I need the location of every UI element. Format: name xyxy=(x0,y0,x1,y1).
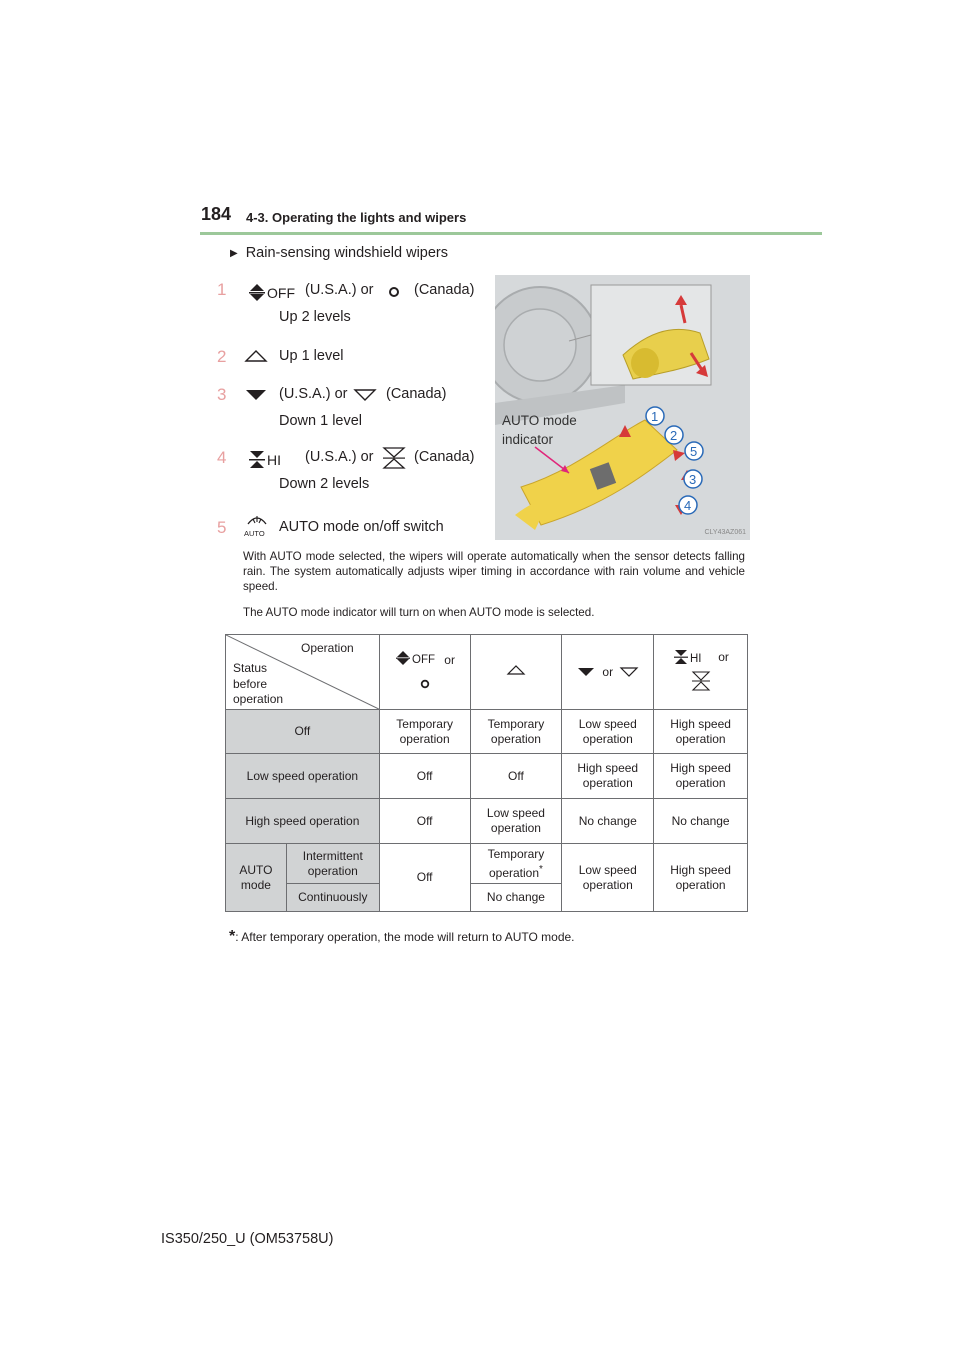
item-1-text: (U.S.A.) or xyxy=(305,282,374,298)
item-3-text: (U.S.A.) or xyxy=(279,386,348,402)
item-4-sub: Down 2 levels xyxy=(279,476,370,492)
row-label-off: Off xyxy=(226,710,380,754)
or-text: or xyxy=(602,664,614,679)
table-cell: No change xyxy=(654,799,748,844)
auto-mode-description: With AUTO mode selected, the wipers will operate automatically when the sensor detects falling rain. The system automatically adjusts wiper timing in accordance with rain volume and vehicle speed. xyxy=(243,550,745,593)
callout-2: 2 xyxy=(670,428,678,443)
table-cell: High speed operation xyxy=(654,844,748,912)
down-filled-icon xyxy=(244,388,268,402)
down-outline-icon xyxy=(353,388,377,402)
row-sublabel-continuously: Continuously xyxy=(286,884,379,912)
auto-wiper-icon xyxy=(242,510,272,538)
footer-model: IS350/250_U (OM53758U) xyxy=(161,1231,334,1247)
hi-icon-label: HI xyxy=(267,452,281,468)
callout-3: 3 xyxy=(689,472,697,487)
table-cell: Temporary operation xyxy=(379,710,470,754)
off-icon-label: OFF xyxy=(267,285,295,301)
callout-4: 4 xyxy=(684,498,692,513)
table-header-row xyxy=(226,635,748,710)
header-rule xyxy=(200,232,822,235)
up-chevron-icon xyxy=(244,348,268,364)
auto-icon-label: AUTO xyxy=(244,529,265,538)
item-1-text2: (Canada) xyxy=(414,282,475,298)
auto-indicator-note: The AUTO mode indicator will turn on when AUTO mode is selected. xyxy=(243,606,595,619)
table-cell: Off xyxy=(470,754,562,799)
item-4-text: (U.S.A.) or xyxy=(305,449,374,465)
item-number-3: 3 xyxy=(217,385,227,404)
callout-5: 5 xyxy=(690,444,698,459)
row-label-auto: AUTO mode xyxy=(226,844,287,912)
or-text: or xyxy=(444,652,455,667)
table-cell: Off xyxy=(379,799,470,844)
hi-icon-label: HI xyxy=(690,653,702,665)
table-cell: Off xyxy=(379,844,470,912)
wiper-hi-icon xyxy=(246,449,290,469)
table-cell: No change xyxy=(562,799,654,844)
item-number-4: 4 xyxy=(217,448,227,467)
footnote-mark: * xyxy=(539,863,543,875)
item-number-2: 2 xyxy=(217,347,227,366)
footnote: *: After temporary operation, the mode will return to AUTO mode. xyxy=(229,928,575,945)
item-number-1: 1 xyxy=(217,280,227,299)
wiper-hi-icon xyxy=(672,649,708,665)
item-4-text2: (Canada) xyxy=(414,449,475,465)
up-chevron-icon xyxy=(506,664,526,676)
down-filled-icon xyxy=(576,666,596,678)
double-down-outline-icon xyxy=(656,671,745,695)
page-number: 184 xyxy=(201,204,232,224)
row-label-high: High speed operation xyxy=(226,799,380,844)
col-header-down1 xyxy=(562,635,654,710)
table-cell: High speed operation xyxy=(654,710,748,754)
table-row xyxy=(226,754,748,799)
item-5-text: AUTO mode on/off switch xyxy=(279,519,444,535)
wiper-lever-drawing xyxy=(495,275,750,540)
subheading: ▶ Rain-sensing windshield wipers xyxy=(230,245,448,261)
item-3-sub: Down 1 level xyxy=(279,413,363,429)
down-outline-icon xyxy=(619,666,639,678)
auto-indicator-label: AUTO mode indicator xyxy=(502,413,577,447)
row-label-low: Low speed operation xyxy=(226,754,380,799)
item-3-text2: (Canada) xyxy=(386,386,447,402)
table-cell: High speed operation xyxy=(562,754,654,799)
table-cell: Low speed operation xyxy=(470,799,562,844)
table-row xyxy=(226,710,748,754)
table-cell: Off xyxy=(379,754,470,799)
row-sublabel-intermittent: Intermittent operation xyxy=(286,844,379,884)
triangle-bullet-icon: ▶ xyxy=(230,248,238,259)
table-row xyxy=(226,844,748,884)
callout-1: 1 xyxy=(651,409,659,424)
table-corner-cell xyxy=(226,635,380,710)
illustration-code: CLY43AZ061 xyxy=(704,529,746,536)
item-number-5: 5 xyxy=(217,518,227,537)
table-cell: High speed operation xyxy=(654,754,748,799)
wiper-off-icon xyxy=(394,650,438,670)
item-1-sub: Up 2 levels xyxy=(279,309,351,325)
or-text: or xyxy=(718,649,729,664)
col-header-down2 xyxy=(654,635,748,710)
header-status: Status before operation xyxy=(233,661,284,706)
col-header-up1 xyxy=(470,635,562,710)
table-cell: Low speed operation xyxy=(562,710,654,754)
table-cell: Low speed operation xyxy=(562,844,654,912)
table-row xyxy=(226,799,748,844)
off-icon-label: OFF xyxy=(412,654,436,666)
ring-icon xyxy=(382,678,468,694)
table-cell: Temporary operation* xyxy=(470,844,562,884)
section-title: 4-3. Operating the lights and wipers xyxy=(246,210,467,225)
table-cell: No change xyxy=(470,884,562,912)
double-down-outline-icon xyxy=(381,446,407,470)
table-cell: Temporary operation xyxy=(470,710,562,754)
header-operation: Operation xyxy=(301,641,354,655)
wiper-lever-illustration xyxy=(495,275,750,540)
wiper-off-icon xyxy=(246,282,298,302)
operation-table xyxy=(225,634,748,912)
col-header-up2 xyxy=(379,635,470,710)
ring-icon xyxy=(387,285,401,299)
item-2-text: Up 1 level xyxy=(279,348,344,364)
